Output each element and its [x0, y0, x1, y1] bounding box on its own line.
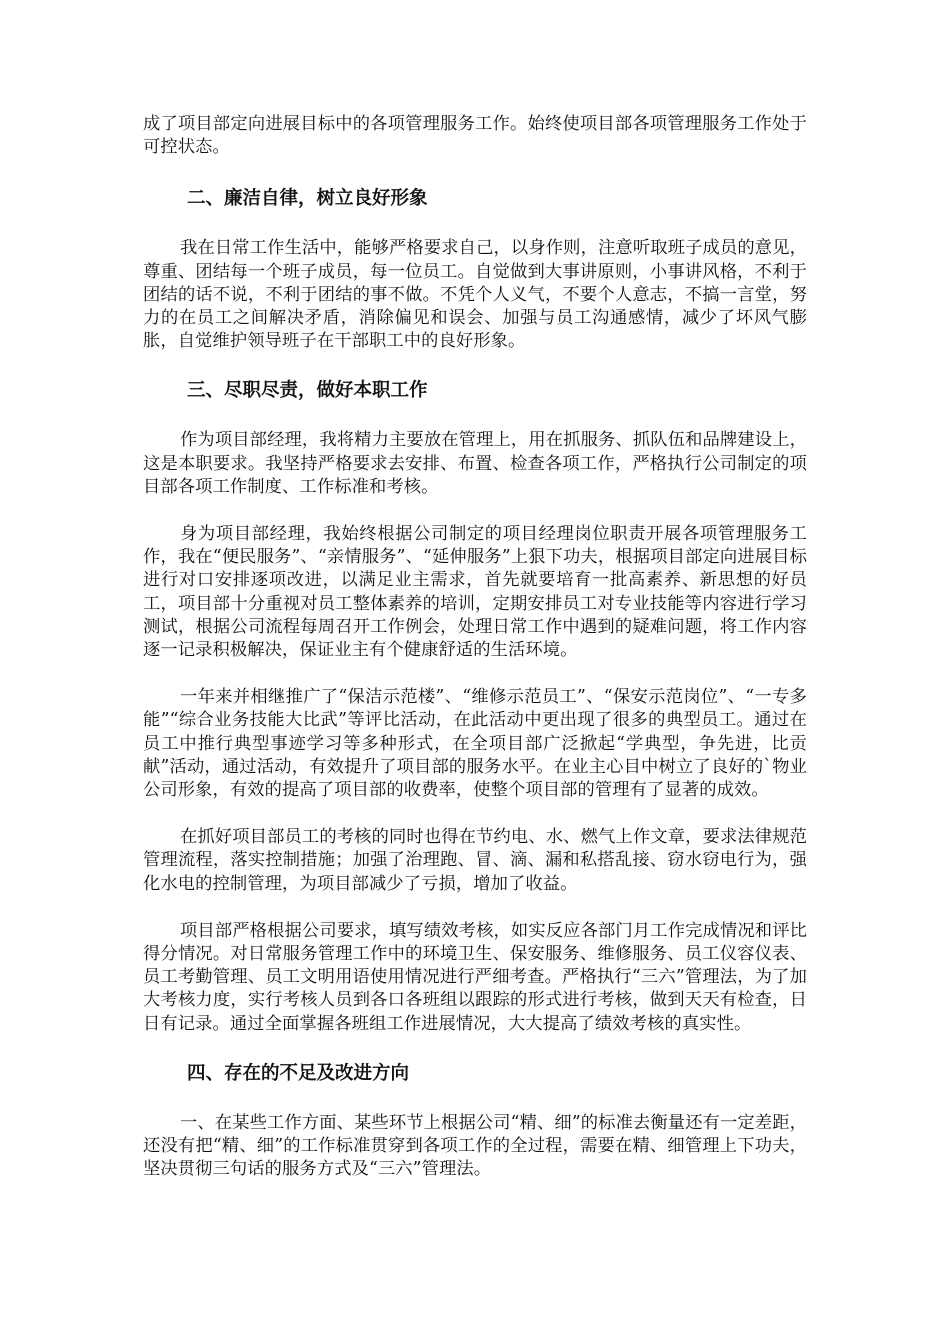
paragraph-duty-5: 项目部严格根据公司要求，填写绩效考核，如实反应各部门月工作完成情况和评比得分情况。对日常服务管理工作中的环境卫生、保安服务、维修服务、员工仪容仪表、员工考勤管理、员工文明用语使用情况进行严细考查。严格执行“三六”管理法，为了加大考核力度，实行考核人员到各口各班组以跟踪的形式进行考核，做到天天有检查，日日有记录。通过全面掌握各班组工作进展情况，大大提高了绩效考核的真实性。: [143, 920, 807, 1034]
paragraph-duty-3: 一年来并相继推广了“保洁示范楼”、“维修示范员工”、“保安示范岗位”、“一专多能”“综合业务技能大比武”等评比活动，在此活动中更出现了很多的典型员工。通过在员工中推行典型事迹学习等多种形式，在全项目部广泛掀起“学典型，争先进，比贡献”活动，通过活动，有效提升了项目部的服务水平。在业主心目中树立了良好的`物业公司形象，有效的提高了项目部的收费率，使整个项目部的管理有了显著的成效。: [143, 687, 807, 801]
section-heading-shortcomings: 四、存在的不足及改进方向: [187, 1062, 410, 1084]
paragraph-duty-2: 身为项目部经理，我始终根据公司制定的项目经理岗位职责开展各项管理服务工作，我在“便民服务”、“亲情服务”、“延伸服务”上狠下功夫，根据项目部定向进展目标进行对口安排逐项改进，以满足业主需求，首先就要培育一批高素养、新思想的好员工，项目部十分重视对员工整体素养的培训，定期安排员工对专业技能等内容进行学习测试，根据公司流程每周召开工作例会，处理日常工作中遇到的疑难问题，将工作内容逐一记录积极解决，保证业主有个健康舒适的生活环境。: [143, 524, 807, 661]
paragraph-integrity: 我在日常工作生活中，能够严格要求自己，以身作则，注意听取班子成员的意见，尊重、团结每一个班子成员，每一位员工。自觉做到大事讲原则，小事讲风格，不利于团结的话不说，不利于团结的事不做。不凭个人义气，不要个人意志，不搞一言堂，努力的在员工之间解决矛盾，消除偏见和误会、加强与员工沟通感情，减少了坏风气膨胀，自觉维护领导班子在干部职工中的良好形象。: [143, 238, 807, 352]
paragraph-continuation: 成了项目部定向进展目标中的各项管理服务工作。始终使项目部各项管理服务工作处于可控状态。: [143, 114, 807, 158]
section-heading-integrity: 二、廉洁自律，树立良好形象: [187, 188, 428, 210]
paragraph-shortcomings-1: 一、在某些工作方面、某些环节上根据公司“精、细”的标准去衡量还有一定差距，还没有把“精、细”的工作标准贯穿到各项工作的全过程，需要在精、细管理上下功夫，坚决贯彻三句话的服务方式及“三六”管理法。: [143, 1112, 807, 1180]
paragraph-duty-1: 作为项目部经理，我将精力主要放在管理上，用在抓服务、抓队伍和品牌建设上，这是本职要求。我坚持严格要求去安排、布置、检查各项工作，严格执行公司制定的项目部各项工作制度、工作标准和考核。: [143, 430, 807, 497]
paragraph-duty-4: 在抓好项目部员工的考核的同时也得在节约电、水、燃气上作文章，要求法律规范管理流程，落实控制措施；加强了治理跑、冒、滴、漏和私搭乱接、窃水窃电行为，强化水电的控制管理，为项目部减少了亏损，增加了收益。: [143, 827, 807, 894]
document-page: [143, 113, 807, 1182]
section-heading-duty: 三、尽职尽责，做好本职工作: [187, 380, 428, 402]
